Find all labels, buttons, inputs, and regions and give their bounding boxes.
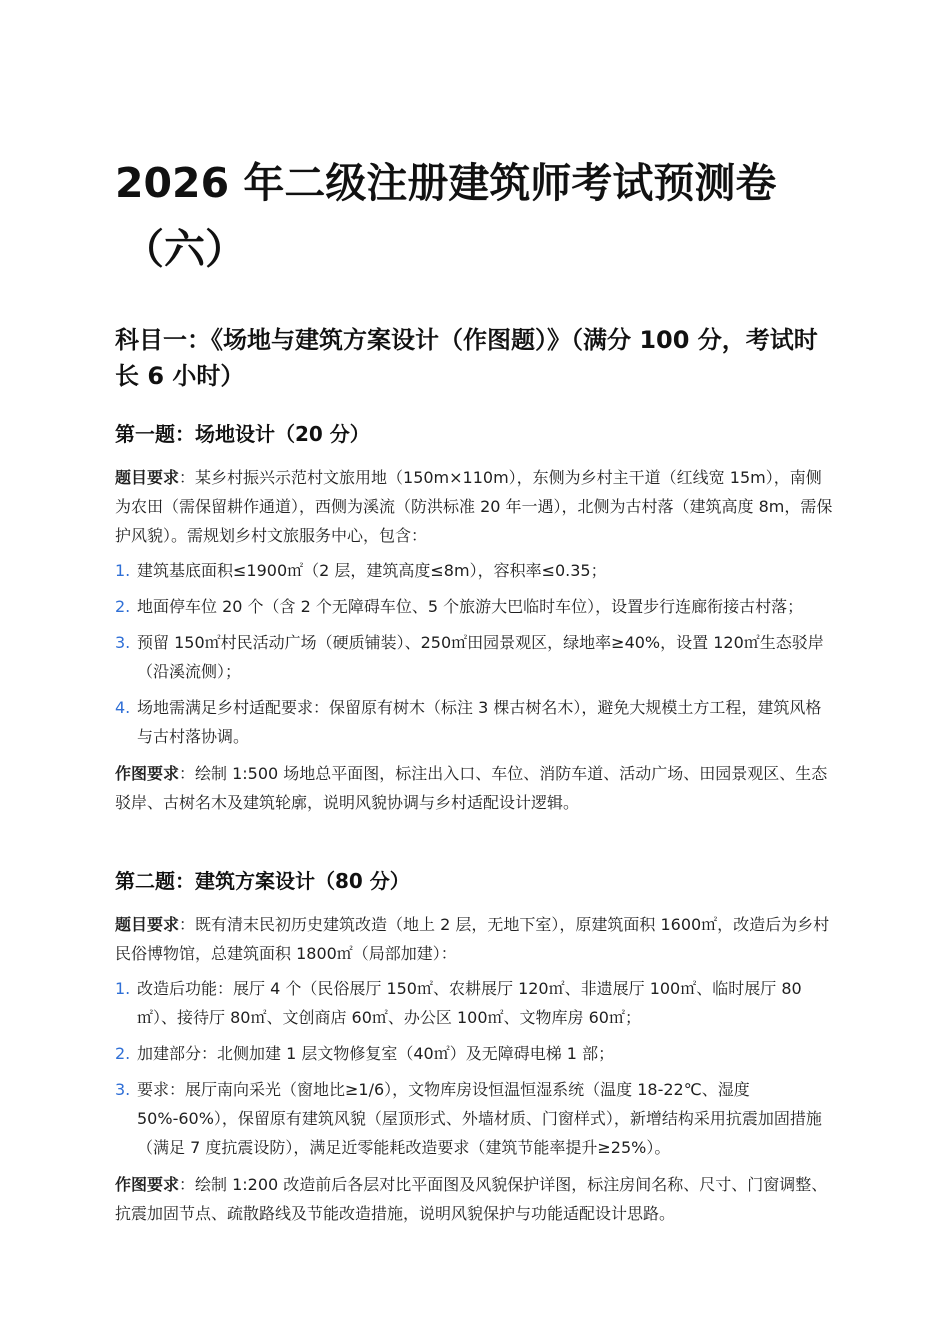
requirements-text: ：某乡村振兴示范村文旅用地（150m×110m），东侧为乡村主干道（红线宽 15m），南侧为农田（需保留耕作通道），西侧为溪流（防洪标准 20 年一遇），北侧为古村落（建筑高度 8m，需保护风貌）。需规划乡村文旅服务中心，包含：: [115, 468, 833, 545]
list-number: 1.: [115, 979, 131, 998]
question-1-requirements: [115, 463, 835, 550]
list-item: [115, 1039, 835, 1068]
list-item: [115, 556, 835, 585]
drawing-label: 作图要求: [115, 764, 180, 783]
list-item: [115, 693, 835, 751]
question-1-section: [115, 419, 835, 823]
list-number: 4.: [115, 698, 131, 717]
requirements-label: 题目要求: [115, 468, 180, 487]
list-number: 2.: [115, 597, 131, 616]
question-2-drawing-requirements: [115, 1170, 835, 1228]
list-item: [115, 974, 835, 1032]
question-2-heading: 第二题：建筑方案设计（80 分）: [115, 869, 410, 893]
document-title: [115, 150, 835, 282]
drawing-label: 作图要求: [115, 1175, 180, 1194]
list-item: [115, 628, 835, 686]
list-text: 场地需满足乡村适配要求：保留原有树木（标注 3 棵古树名木），避免大规模土方工程，建筑风格与古村落协调。: [137, 698, 822, 746]
question-2-list: [115, 974, 835, 1162]
requirements-label: 题目要求: [115, 915, 180, 934]
list-number: 3.: [115, 633, 131, 652]
question-2-section: [115, 866, 835, 1234]
drawing-text: ：绘制 1:500 场地总平面图，标注出入口、车位、消防车道、活动广场、田园景观区、生态驳岸、古树名木及建筑轮廓，说明风貌协调与乡村适配设计逻辑。: [115, 764, 828, 812]
subject-heading: 科目一：《场地与建筑方案设计（作图题）》（满分 100 分，考试时长 6 小时）: [115, 326, 818, 390]
question-1-heading: 第一题：场地设计（20 分）: [115, 422, 370, 446]
list-text: 地面停车位 20 个（含 2 个无障碍车位、5 个旅游大巴临时车位），设置步行连廊衔接古村落；: [137, 597, 804, 616]
list-number: 2.: [115, 1044, 131, 1063]
question-2-requirements: [115, 910, 835, 968]
list-text: 改造后功能：展厅 4 个（民俗展厅 150㎡、农耕展厅 120㎡、非遗展厅 100㎡、临时展厅 80㎡）、接待厅 80㎡、文创商店 60㎡、办公区 100㎡、文物库房 60㎡；: [137, 979, 802, 1027]
list-text: 加建部分：北侧加建 1 层文物修复室（40㎡）及无障碍电梯 1 部；: [137, 1044, 615, 1063]
list-text: 预留 150㎡村民活动广场（硬质铺装）、250㎡田园景观区，绿地率≥40%，设置 120㎡生态驳岸（沿溪流侧）；: [137, 633, 824, 681]
list-item: [115, 1075, 835, 1162]
requirements-text: ：既有清末民初历史建筑改造（地上 2 层，无地下室），原建筑面积 1600㎡，改造后为乡村民俗博物馆，总建筑面积 1800㎡（局部加建）：: [115, 915, 830, 963]
drawing-text: ：绘制 1:200 改造前后各层对比平面图及风貌保护详图，标注房间名称、尺寸、门窗调整、抗震加固节点、疏散路线及节能改造措施，说明风貌保护与功能适配设计思路。: [115, 1175, 828, 1223]
list-text: 要求：展厅南向采光（窗地比≥1/6），文物库房设恒温恒湿系统（温度 18-22℃、湿度 50%-60%），保留原有建筑风貌（屋顶形式、外墙材质、门窗样式），新增结构采用抗震加固措施（满足 7 度抗震设防），满足近零能耗改造要求（建筑节能率提升≥25%）。: [137, 1080, 822, 1157]
question-1-list: [115, 556, 835, 751]
question-1-drawing-requirements: [115, 759, 835, 817]
list-number: 1.: [115, 561, 131, 580]
list-text: 建筑基底面积≤1900㎡（2 层，建筑高度≤8m），容积率≤0.35；: [137, 561, 607, 580]
title-line-1: 2026 年二级注册建筑师考试预测卷: [115, 159, 777, 207]
list-item: [115, 592, 835, 621]
list-number: 3.: [115, 1080, 131, 1099]
title-line-2: （六）: [123, 225, 246, 273]
